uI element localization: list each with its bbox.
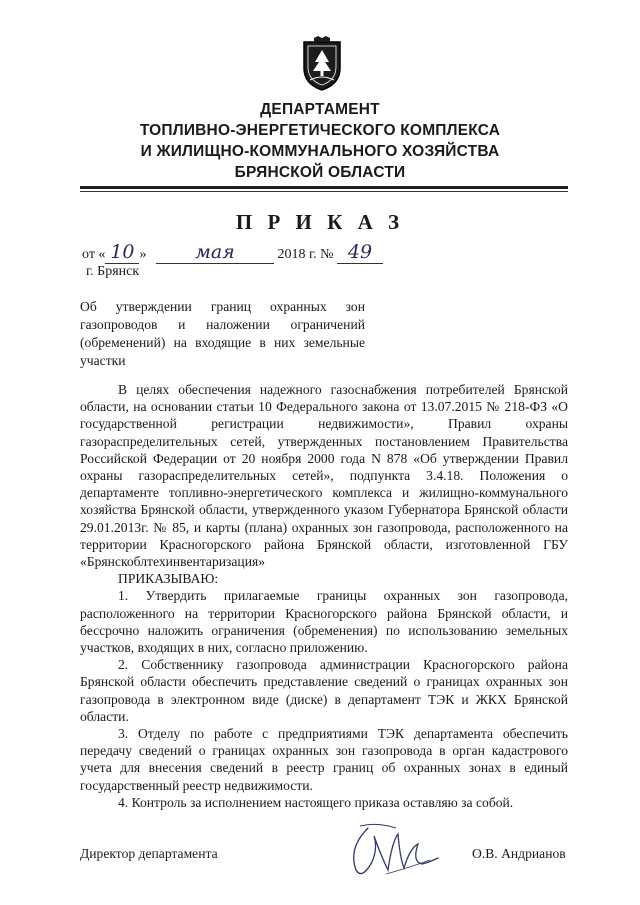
order-number: 49 bbox=[347, 241, 373, 263]
department-name-line-2: ТОПЛИВНО-ЭНЕРГЕТИЧЕСКОГО КОМПЛЕКСА bbox=[139, 122, 501, 139]
handwritten-signature-icon bbox=[338, 818, 448, 882]
date-month: мая bbox=[195, 241, 235, 263]
department-name-line-3: И ЖИЛИЩНО-КОММУНАЛЬНОГО ХОЗЯЙСТВА bbox=[140, 143, 500, 160]
department-name-line-4: БРЯНСКОЙ ОБЛАСТИ bbox=[234, 164, 406, 181]
order-item-4: 4. Контроль за исполнением настоящего приказа оставляю за собой. bbox=[118, 794, 514, 810]
date-day-field bbox=[105, 241, 139, 264]
order-number-field bbox=[337, 241, 383, 264]
order-subject: Об утверждении границ охранных зон газопроводов и наложении ограничений (обременений) на входящие в них земельные участки bbox=[80, 299, 365, 368]
date-month-field bbox=[156, 241, 274, 264]
number-prefix: № bbox=[320, 247, 334, 262]
document-title: П Р И К А З bbox=[235, 210, 405, 234]
signatory-name: О.В. Андрианов bbox=[472, 846, 566, 861]
coat-of-arms-icon bbox=[300, 36, 344, 92]
city: г. Брянск bbox=[86, 264, 140, 279]
header-rule-thin bbox=[80, 191, 568, 192]
department-name-line-1: ДЕПАРТАМЕНТ bbox=[260, 101, 380, 118]
header-rule-thick bbox=[80, 186, 568, 189]
date-prefix: от « bbox=[82, 247, 106, 262]
order-word: ПРИКАЗЫВАЮ: bbox=[118, 571, 219, 587]
order-body bbox=[80, 381, 568, 811]
signatory-position: Директор департамента bbox=[80, 846, 218, 861]
preamble-paragraph: В целях обеспечения надежного газоснабжения потребителей Брянской области, на основании статьи 10 Федерального закона от 13.07.2015 № 218-ФЗ «О государственной регистрации недвижимости», Правил охраны газораспределительных сетей, утвержденных постановлением Правительства Российской Федерации от 20 ноября 2000 года N 878 «Об утверждении Правил охраны газораспределительных сетей», подпункта 3.4.18. Положения о департаменте топливно-энергетического комплекса и жилищно-коммунального хозяйства Брянской области, утвержденного указом Губернатора Брянской области 29.01.2013г. № 85, и карты (плана) охранных зон газопровода, расположенного на территории Красногорского района Брянской области, изготовленной ГБУ «Брянскоблтехинвентаризация» bbox=[80, 382, 568, 570]
order-item-2: 2. Собственнику газопровода администрации Красногорского района Брянской области обеспечить представление сведений о границах охранных зон газопровода в электронном виде (диске) в департамент ТЭК и ЖКХ Брянской области. bbox=[80, 657, 568, 724]
order-item-3: 3. Отделу по работе с предприятиями ТЭК департамента обеспечить передачу сведений о границах охранных зон газопровода в орган кадастрового учета для внесения сведений в реестр границ об охранных зонах в единый государственный реестр недвижимости. bbox=[80, 726, 568, 793]
date-year: 2018 г. bbox=[277, 247, 317, 262]
date-day-close: » bbox=[139, 247, 147, 262]
order-date-line bbox=[82, 241, 383, 264]
date-day: 10 bbox=[110, 241, 135, 263]
order-item-1: 1. Утвердить прилагаемые границы охранных зон газопровода, расположенного на территории Красногорского района Брянской области, и бессрочно наложить ограничения (обременения) по использованию земельных участков, входящих в них, согласно приложению. bbox=[80, 588, 568, 656]
